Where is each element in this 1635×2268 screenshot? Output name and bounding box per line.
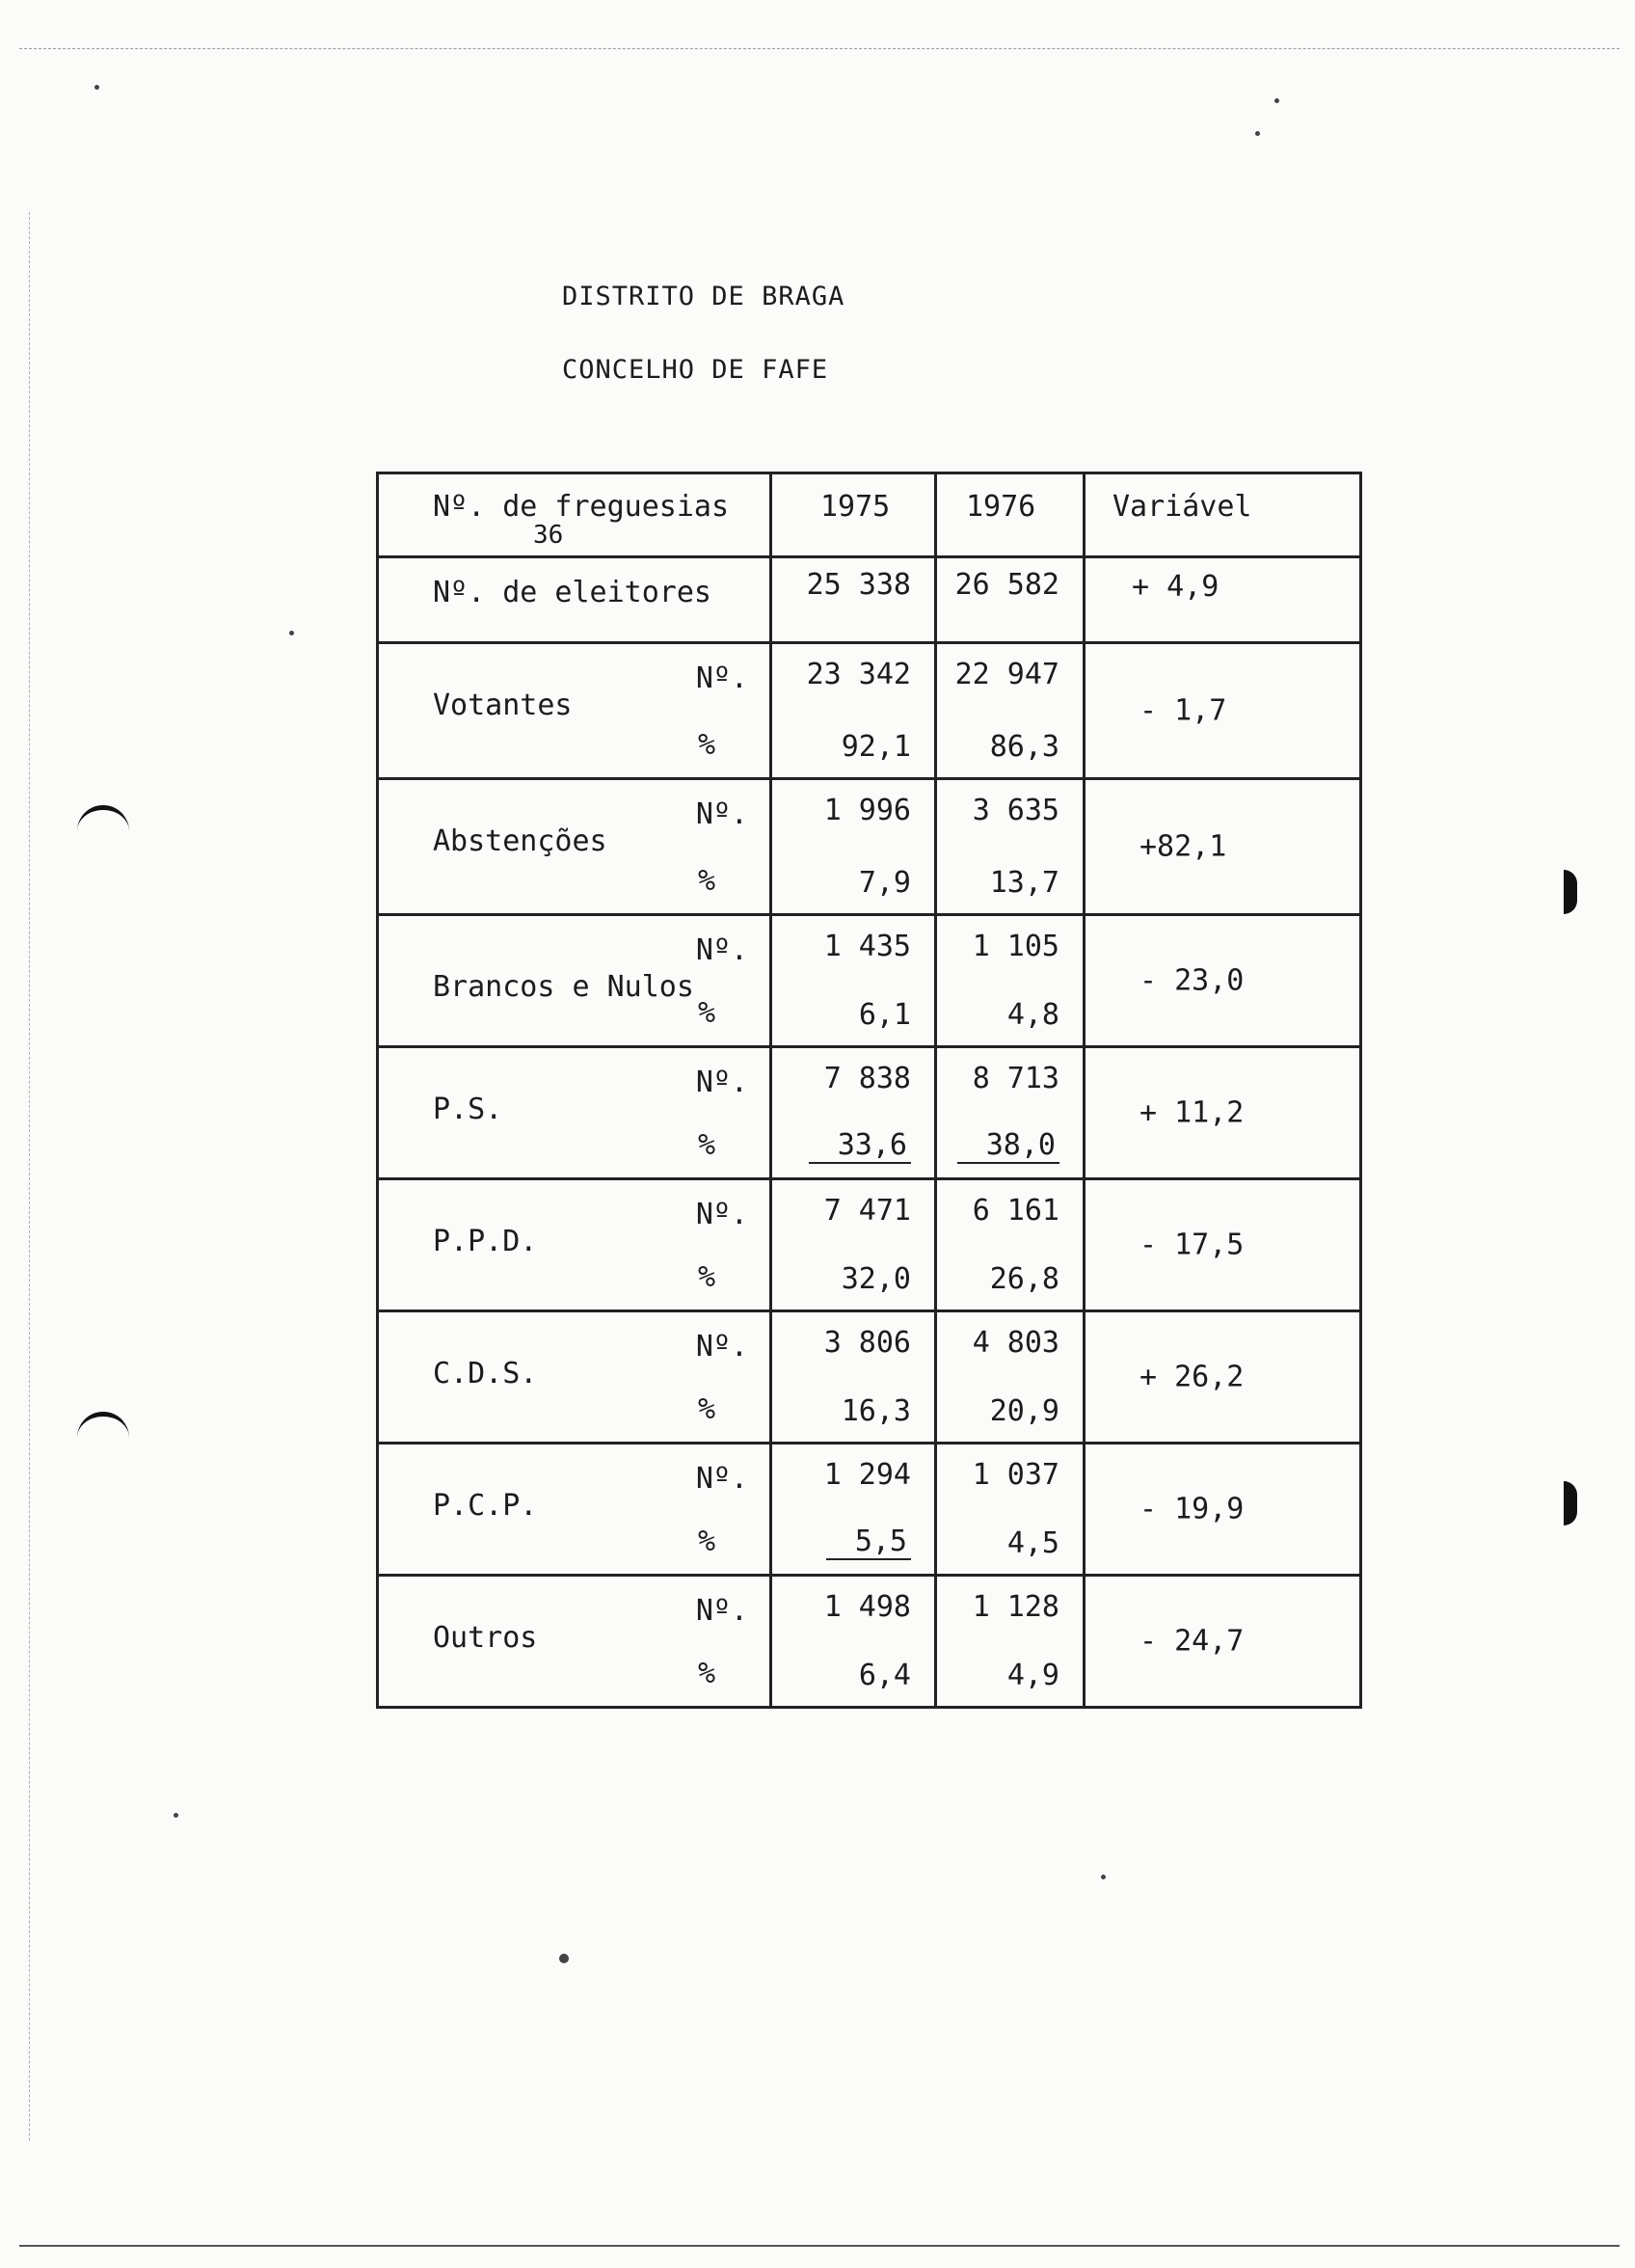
table-header-row <box>378 473 1361 557</box>
percent-sub-label: % <box>697 1657 715 1690</box>
table-row <box>378 643 1361 779</box>
percent-1976: 4,9 <box>1006 1659 1059 1692</box>
row-label: P.S. <box>433 1093 503 1126</box>
percent-1975: 32,0 <box>841 1262 911 1296</box>
number-sub-label: Nº. <box>695 1462 748 1496</box>
row-label: Brancos e Nulos <box>433 970 694 1004</box>
variation-value: - 17,5 <box>1139 1228 1245 1262</box>
number-sub-label: Nº. <box>695 1594 748 1628</box>
speck <box>174 1813 178 1818</box>
speck <box>559 1954 569 1963</box>
votes-1976: 3 635 <box>972 794 1059 827</box>
variation-value: - 19,9 <box>1139 1492 1245 1526</box>
parishes-count: 36 <box>533 521 564 550</box>
row-label: Abstenções <box>433 824 607 858</box>
percent-1975: 92,1 <box>841 730 911 764</box>
votes-1975: 1 498 <box>823 1590 911 1624</box>
table-row <box>378 1179 1361 1311</box>
table-row <box>378 1311 1361 1444</box>
speck <box>1255 131 1260 136</box>
electors-1976: 26 582 <box>954 568 1059 602</box>
electors-row <box>378 557 1361 643</box>
variation-value: - 24,7 <box>1139 1624 1245 1659</box>
votes-1975: 7 838 <box>823 1062 911 1095</box>
row-label: C.D.S. <box>433 1357 538 1390</box>
percent-1975: 7,9 <box>858 866 911 900</box>
percent-1976: 26,8 <box>989 1262 1059 1296</box>
votes-1976: 8 713 <box>972 1062 1059 1095</box>
year-1975-header: 1975 <box>820 490 891 524</box>
number-sub-label: Nº. <box>695 1066 748 1099</box>
row-label: Votantes <box>433 688 573 722</box>
table-row <box>378 1576 1361 1708</box>
electors-1975: 25 338 <box>806 568 911 602</box>
bottom-rule <box>19 2245 1620 2247</box>
percent-sub-label: % <box>697 1260 715 1294</box>
percent-sub-label: % <box>697 728 715 762</box>
percent-1976: 4,8 <box>1006 998 1059 1032</box>
percent-1975: 16,3 <box>841 1394 911 1428</box>
top-dashed-rule <box>19 48 1620 49</box>
percent-sub-label: % <box>697 864 715 898</box>
percent-1976: 4,5 <box>1006 1526 1059 1560</box>
votes-1975: 1 435 <box>823 930 911 963</box>
punch-arc-mark <box>77 1412 129 1445</box>
variation-value: - 1,7 <box>1139 693 1227 728</box>
percent-1975: 6,1 <box>858 998 911 1032</box>
percent-1975: 5,5 <box>826 1525 911 1560</box>
number-sub-label: Nº. <box>695 662 748 695</box>
percent-1976: 86,3 <box>989 730 1059 764</box>
variation-value: +82,1 <box>1139 829 1227 864</box>
votes-1975: 1 294 <box>823 1458 911 1492</box>
speck <box>94 85 99 90</box>
variation-value: - 23,0 <box>1139 963 1245 998</box>
votes-1975: 1 996 <box>823 794 911 827</box>
electors-label: Nº. de eleitores <box>433 576 711 609</box>
votes-1976: 22 947 <box>954 658 1059 691</box>
votes-1976: 1 105 <box>972 930 1059 963</box>
votes-1976: 6 161 <box>972 1194 1059 1228</box>
variation-header: Variável <box>1112 490 1252 524</box>
variation-value: + 11,2 <box>1139 1095 1245 1130</box>
percent-1975: 33,6 <box>809 1128 911 1164</box>
year-1976-header: 1976 <box>966 490 1036 524</box>
variation-value: + 26,2 <box>1139 1360 1245 1394</box>
votes-1976: 1 037 <box>972 1458 1059 1492</box>
speck <box>1101 1875 1106 1879</box>
row-label: P.C.P. <box>433 1489 538 1523</box>
row-label: P.P.D. <box>433 1225 538 1258</box>
percent-sub-label: % <box>697 996 715 1030</box>
district-title: DISTRITO DE BRAGA <box>562 282 845 311</box>
row-label: Outros <box>433 1621 538 1655</box>
table-row <box>378 779 1361 915</box>
speck <box>1274 98 1279 103</box>
percent-1976: 38,0 <box>957 1128 1059 1164</box>
percent-1976: 20,9 <box>989 1394 1059 1428</box>
percent-sub-label: % <box>697 1392 715 1426</box>
number-sub-label: Nº. <box>695 1330 748 1364</box>
number-sub-label: Nº. <box>695 1198 748 1231</box>
punch-hole-mark <box>1564 870 1577 914</box>
left-margin-rule <box>29 212 30 2141</box>
electors-variation: + 4,9 <box>1132 570 1220 604</box>
punch-arc-mark <box>77 805 129 839</box>
percent-sub-label: % <box>697 1128 715 1162</box>
parishes-label: Nº. de freguesias <box>433 490 730 524</box>
percent-sub-label: % <box>697 1525 715 1558</box>
table-row <box>378 915 1361 1047</box>
votes-1976: 4 803 <box>972 1326 1059 1360</box>
percent-1975: 6,4 <box>858 1659 911 1692</box>
speck <box>289 631 294 635</box>
votes-1975: 23 342 <box>806 658 911 691</box>
percent-1976: 13,7 <box>989 866 1059 900</box>
votes-1975: 7 471 <box>823 1194 911 1228</box>
votes-1976: 1 128 <box>972 1590 1059 1624</box>
votes-1975: 3 806 <box>823 1326 911 1360</box>
table-row <box>378 1047 1361 1179</box>
number-sub-label: Nº. <box>695 933 748 967</box>
municipality-title: CONCELHO DE FAFE <box>562 355 829 385</box>
number-sub-label: Nº. <box>695 797 748 831</box>
punch-hole-mark <box>1564 1481 1577 1526</box>
election-table <box>376 472 1362 1709</box>
table-row <box>378 1444 1361 1576</box>
